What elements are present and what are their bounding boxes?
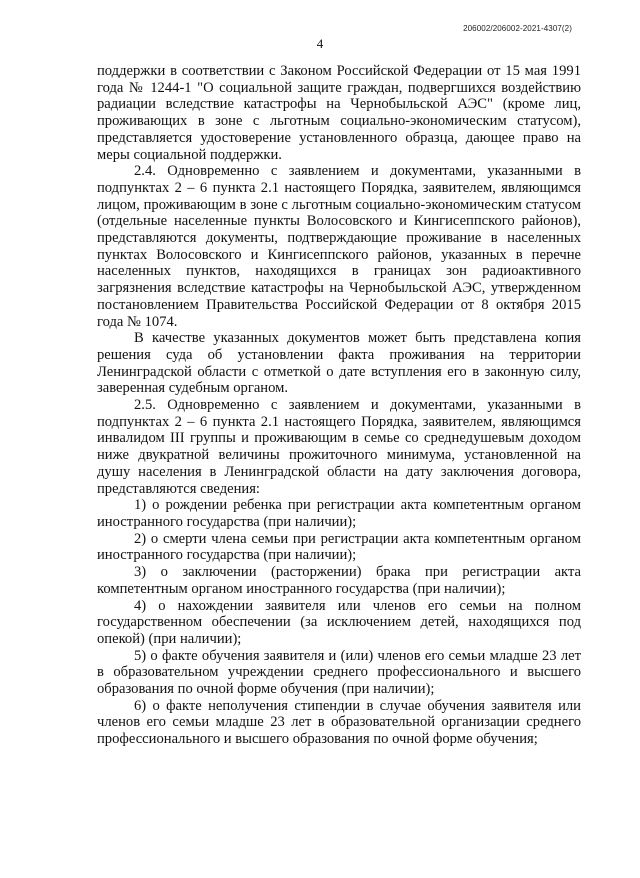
page-number: 4: [316, 36, 324, 51]
list-item-1: 1) о рождении ребенка при регистрации акта компетентным органом иностранного государства (при наличии);: [97, 497, 581, 530]
document-body: [97, 63, 581, 748]
list-item-3: 3) о заключении (расторжении) брака при регистрации акта компетентным органом иностранного государства (при наличии);: [97, 564, 581, 597]
paragraph-court-decision: В качестве указанных документов может быть представлена копия решения суда об установлении факта проживания на территории Ленинградской области с отметкой о дате вступления его в законную силу, заверенная судебным органом.: [97, 330, 581, 397]
paragraph-2-5: 2.5. Одновременно с заявлением и документами, указанными в подпунктах 2 – 6 пункта 2.1 настоящего Порядка, заявителем, являющимся инвалидом III группы и проживающим в семье со среднедушевым доходом ниже двукратной величины прожиточного минимума, установленной на душу населения в Ленинградской области на дату заключения договора, представляются сведения:: [97, 397, 581, 497]
list-item-5: 5) о факте обучения заявителя и (или) членов его семьи младше 23 лет в образовательном учреждении среднего профессионального и высшего образования по очной форме обучения (при наличии);: [97, 647, 581, 698]
list-item-2: 2) о смерти члена семьи при регистрации акта компетентным органом иностранного государства (при наличии);: [97, 530, 581, 564]
list-item-6: 6) о факте неполучения стипендии в случае обучения заявителя или членов его семьи младше 23 лет в образовательной организации среднего профессионального и высшего образования по очной форме обучения;: [97, 697, 581, 748]
list-item-4: 4) о нахождении заявителя или членов его семьи на полном государственном обеспечении (за исключением детей, находящихся под опекой) (при наличии);: [97, 597, 581, 647]
paragraph-2-4: 2.4. Одновременно с заявлением и документами, указанными в подпунктах 2 – 6 пункта 2.1 настоящего Порядка, заявителем, являющимся лицом, проживающим в зоне с льготным социально-экономическим статусом (отдельные населенные пункты Волосовского и Кингисеппского районов), представляются документы, подтверждающие проживание в населенных пунктах Волосовского и Кингисеппского районов, указанных в перечне населенных пунктов, находящихся в границах зон радиоактивного загрязнения вследствие катастрофы на Чернобыльской АЭС, утвержденном постановлением Правительства Российской Федерации от 8 октября 2015 года № 1074.: [97, 163, 581, 330]
document-code: 206002/206002-2021-4307(2): [463, 24, 572, 33]
paragraph-continuation: поддержки в соответствии с Законом Российской Федерации от 15 мая 1991 года № 1244-1 "О социальной защите граждан, подвергшихся воздействию радиации вследствие катастрофы на Чернобыльской АЭС" (кроме лиц, проживающих в зоне с льготным социально-экономическим статусом), представляется удостоверение установленного образца, дающее право на меры социальной поддержки.: [97, 63, 581, 163]
